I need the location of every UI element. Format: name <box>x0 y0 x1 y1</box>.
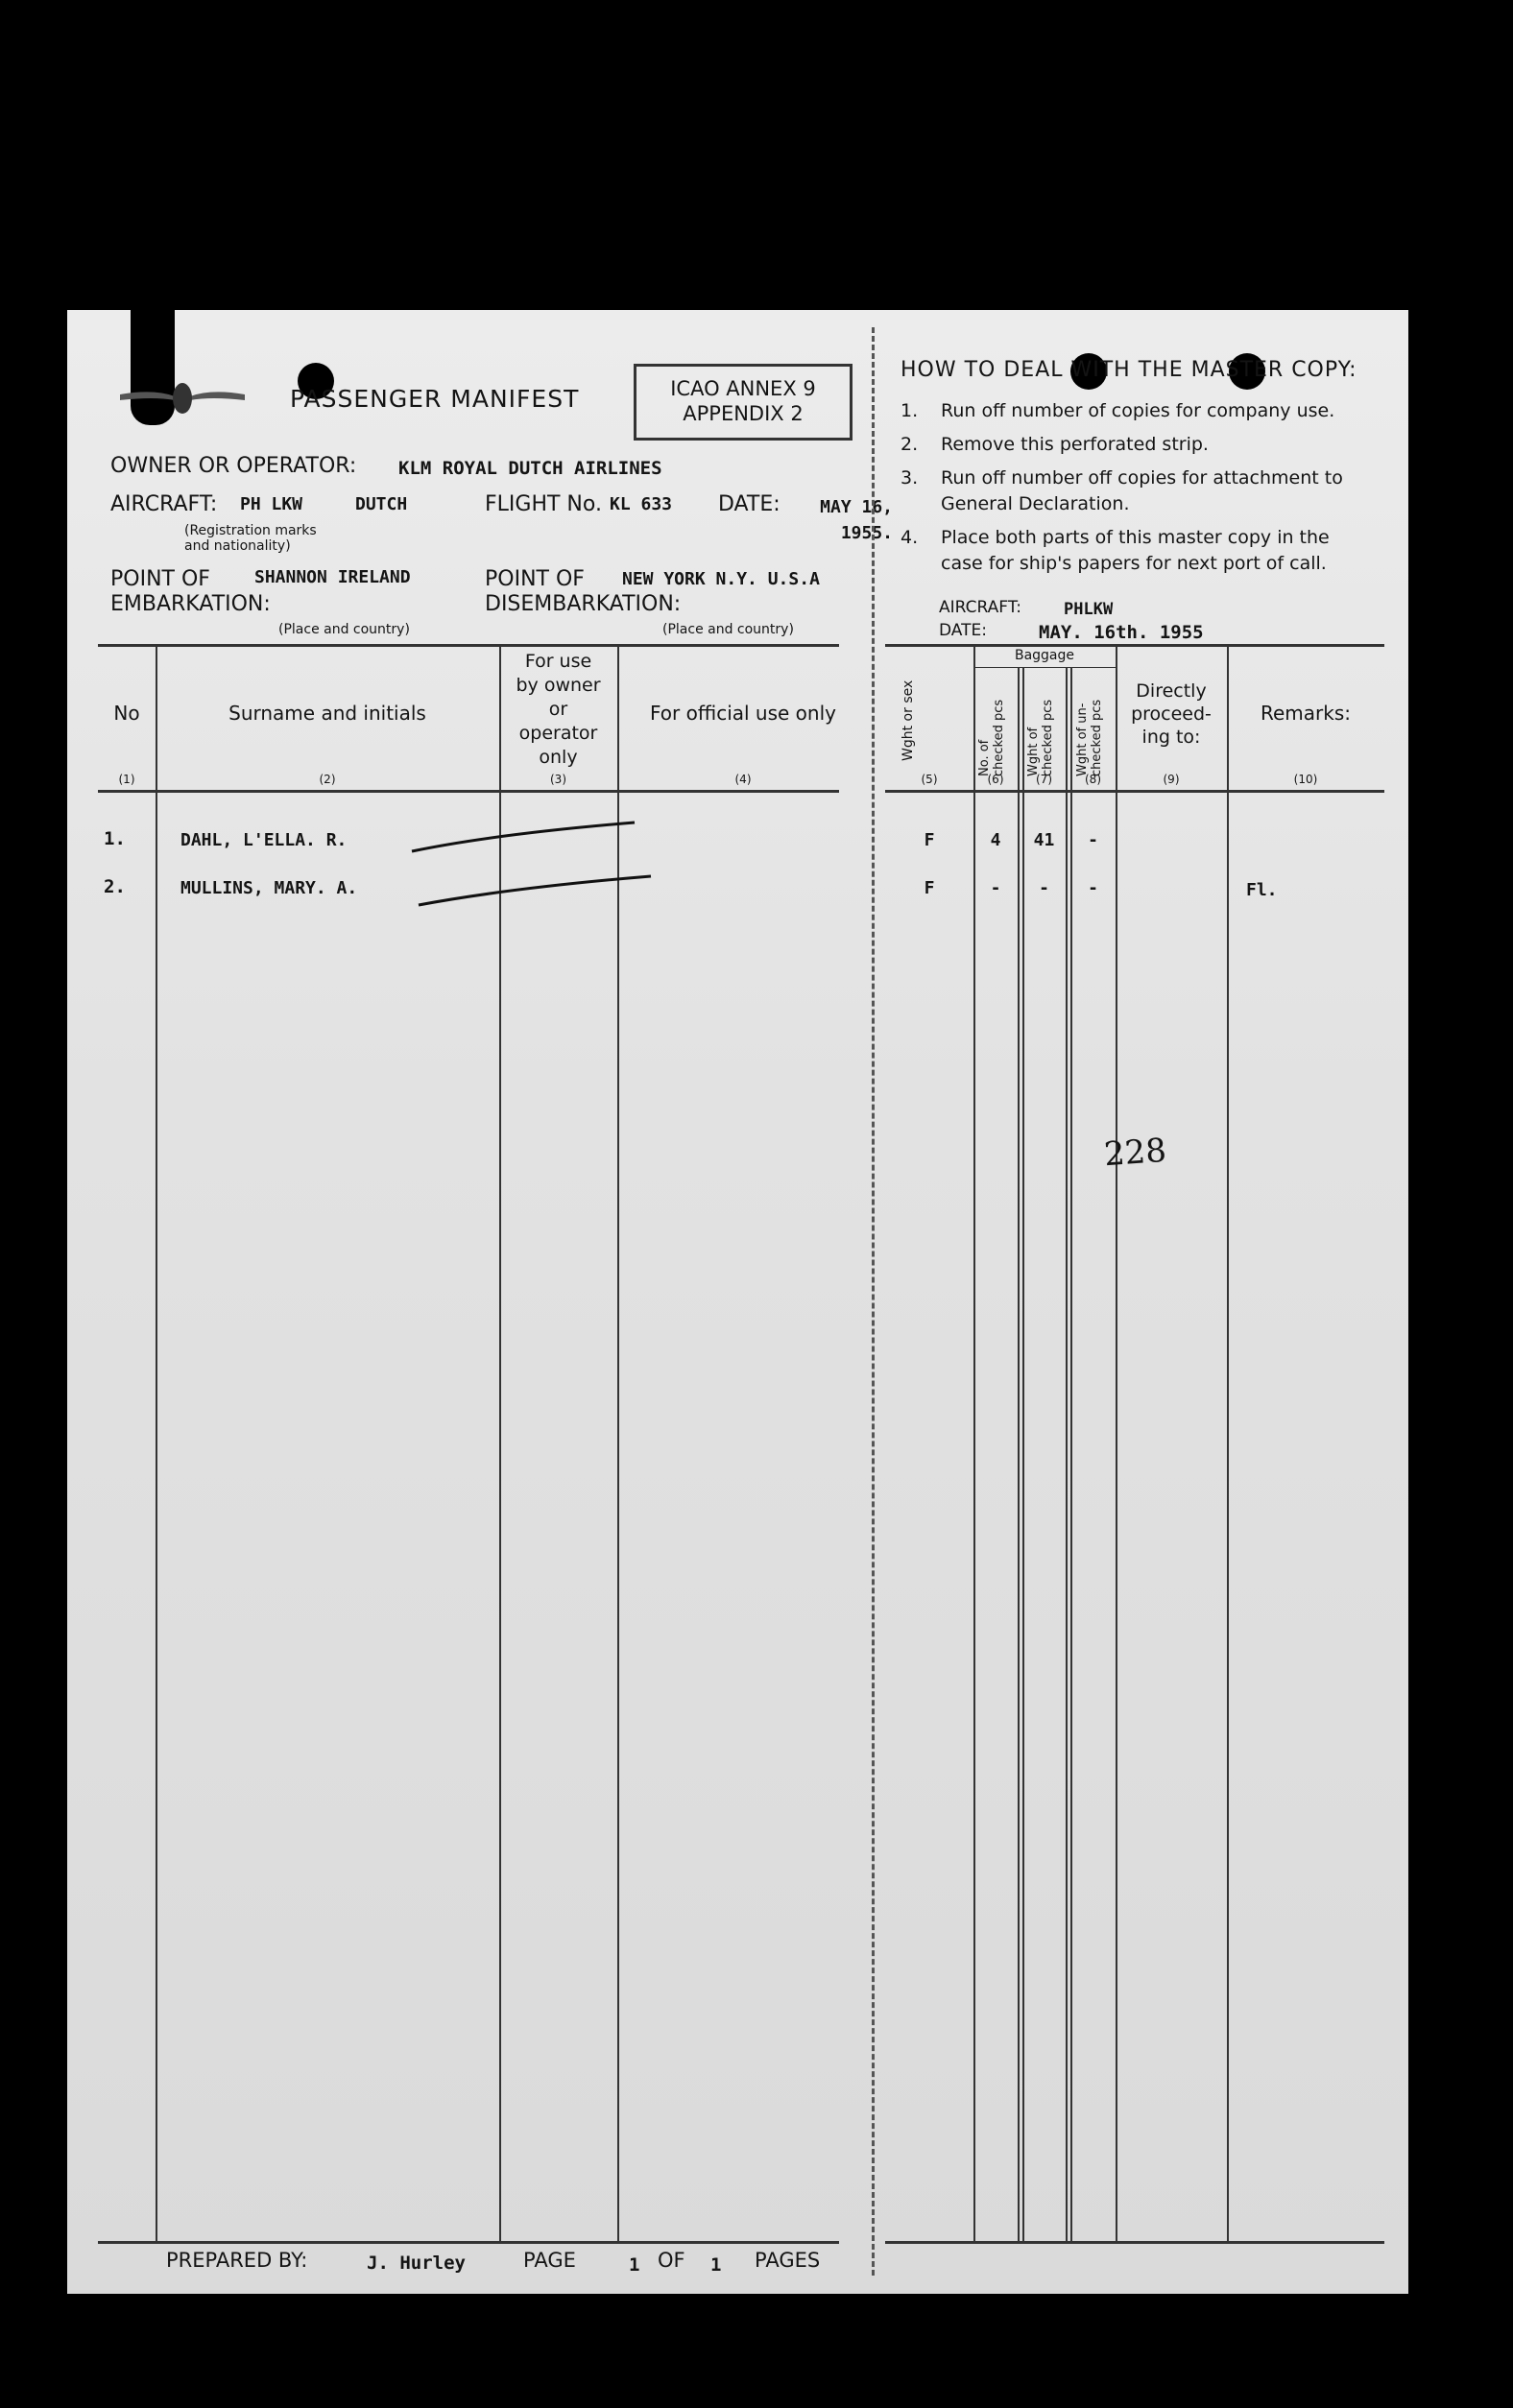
instructions-title: HOW TO DEAL WITH THE MASTER COPY: <box>901 358 1357 382</box>
col-num: (4) <box>734 773 752 786</box>
col-num: (9) <box>1163 773 1180 786</box>
disembark-value: NEW YORK N.Y. U.S.A <box>622 569 820 589</box>
row-name: MULLINS, MARY. A. <box>180 878 358 898</box>
instruction-item: 4. Place both parts of this master copy in the case for ship's papers for next port of call. <box>901 527 1330 574</box>
col-num: (3) <box>550 773 566 786</box>
icao-box <box>634 364 853 441</box>
date-label: DATE: <box>718 492 781 516</box>
aircraft-value: PH LKW <box>240 494 303 514</box>
col-directly: Directly proceed- ing to: <box>1131 680 1212 748</box>
instr-aircraft-label: AIRCRAFT: <box>939 598 1021 617</box>
owner-label: OWNER OR OPERATOR: <box>110 454 357 478</box>
col-owner-use: For use by owner or operator only <box>516 651 601 768</box>
col-wght-unchecked: Wght of un- checked pcs <box>1075 699 1104 776</box>
instructions-list <box>901 398 1390 577</box>
col-num-checked: No. of checked pcs <box>977 699 1006 776</box>
row-remarks: Fl. <box>1246 880 1278 900</box>
instr-date-label: DATE: <box>939 621 987 640</box>
handwritten-number: 228 <box>1102 1131 1168 1175</box>
col-sex: Wght or sex <box>901 679 916 761</box>
page-value: 1 <box>629 2254 640 2276</box>
col-baggage: Baggage <box>1014 648 1075 663</box>
of-value: 1 <box>710 2254 722 2276</box>
col-divider <box>156 644 157 2243</box>
strike-line <box>415 870 655 909</box>
of-label: OF <box>658 2249 685 2272</box>
col-num: (1) <box>118 773 135 786</box>
row-wght: 41 <box>1033 830 1055 850</box>
disembark-label: POINT OF DISEMBARKATION: <box>485 567 682 616</box>
aircraft-note: (Registration marks and nationality) <box>184 523 317 554</box>
col-wght-checked: Wght of checked pcs <box>1026 699 1055 776</box>
embark-place-note: (Place and country) <box>278 622 410 637</box>
col-divider <box>1018 667 1020 2243</box>
instr-aircraft-value: PHLKW <box>1064 600 1114 619</box>
col-divider <box>1227 644 1229 2243</box>
table-bottom-rule <box>98 2241 839 2244</box>
flight-value: KL 633 <box>610 494 673 514</box>
table-top-rule <box>885 644 1384 647</box>
row-unchecked: - <box>1088 830 1098 850</box>
manifest-page <box>67 310 1408 2294</box>
aircraft-label: AIRCRAFT: <box>110 492 218 516</box>
header-bottom-rule <box>98 790 839 793</box>
col-num: (2) <box>319 773 336 786</box>
row-sex: F <box>924 878 935 898</box>
col-num: (8) <box>1085 773 1101 786</box>
col-num: (10) <box>1293 773 1318 786</box>
baggage-rule <box>973 667 1117 668</box>
header-bottom-rule <box>885 790 1384 793</box>
owner-value: KLM ROYAL DUTCH AIRLINES <box>398 458 662 479</box>
instruction-item: 2. Remove this perforated strip. <box>901 434 1209 455</box>
prepared-label: PREPARED BY: <box>166 2249 308 2272</box>
strike-line <box>408 819 638 857</box>
row-no: 2. <box>104 876 126 897</box>
col-no: No <box>113 702 140 725</box>
col-surname: Surname and initials <box>228 702 426 725</box>
klm-wings-logo <box>115 368 250 425</box>
table-bottom-rule <box>885 2241 1384 2244</box>
embark-label: POINT OF EMBARKATION: <box>110 567 271 616</box>
row-pcs: 4 <box>990 830 1001 850</box>
row-sex: F <box>924 830 935 850</box>
manifest-title: PASSENGER MANIFEST <box>290 385 580 413</box>
prepared-value: J. Hurley <box>367 2253 466 2274</box>
instr-date-value: MAY. 16th. 1955 <box>1039 622 1204 643</box>
col-num: (6) <box>987 773 1004 786</box>
page-label: PAGE <box>523 2249 576 2272</box>
col-divider <box>1066 667 1068 2243</box>
row-unchecked: - <box>1088 878 1098 898</box>
instruction-item: 1. Run off number of copies for company use. <box>901 400 1335 421</box>
col-divider <box>1070 667 1072 2243</box>
col-num: (5) <box>921 773 938 786</box>
row-name: DAHL, L'ELLA. R. <box>180 830 348 850</box>
col-divider <box>1022 667 1024 2243</box>
aircraft-nationality: DUTCH <box>355 494 408 514</box>
icao-line: APPENDIX 2 <box>683 402 804 425</box>
flight-label: FLIGHT No. <box>485 492 602 516</box>
icao-line: ICAO ANNEX 9 <box>670 377 816 400</box>
pages-label: PAGES <box>755 2249 821 2272</box>
col-num: (7) <box>1036 773 1052 786</box>
disembark-place-note: (Place and country) <box>662 622 794 637</box>
row-no: 1. <box>104 828 126 849</box>
embark-value: SHANNON IRELAND <box>254 567 411 587</box>
date-value: MAY 16, 1955. <box>820 497 893 543</box>
col-official: For official use only <box>650 702 836 725</box>
instruction-item: 3. Run off number off copies for attachment to General Declaration. <box>901 467 1343 514</box>
row-wght: - <box>1039 878 1049 898</box>
row-pcs: - <box>990 878 1001 898</box>
col-remarks: Remarks: <box>1260 702 1351 725</box>
col-divider <box>1116 644 1117 2243</box>
perforation-line <box>872 327 875 2276</box>
table-top-rule <box>98 644 839 647</box>
